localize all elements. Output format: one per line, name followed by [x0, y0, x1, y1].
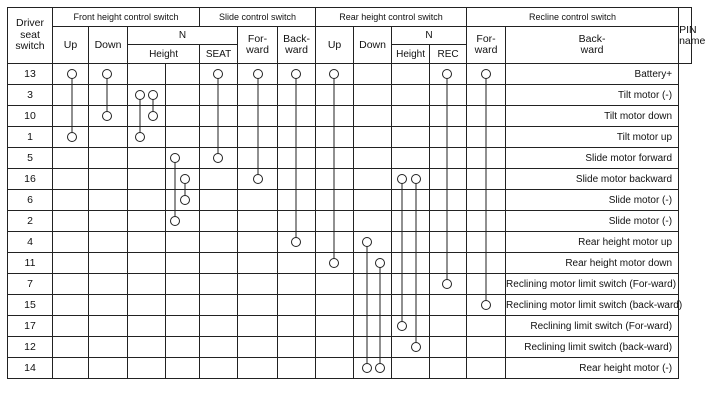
pin-number: 1 — [8, 127, 53, 148]
pin-number: 3 — [8, 85, 53, 106]
table-row — [8, 64, 692, 85]
switch-cell — [354, 295, 392, 316]
switch-cell — [238, 211, 278, 232]
switch-cell — [200, 64, 238, 85]
switch-cell — [467, 64, 506, 85]
table-row — [8, 232, 692, 253]
switch-cell — [128, 274, 166, 295]
switch-cell — [89, 127, 128, 148]
slide-forward-header: For- ward — [238, 27, 278, 64]
switch-cell — [354, 106, 392, 127]
switch-cell — [392, 211, 430, 232]
switch-cell — [200, 211, 238, 232]
switch-cell — [316, 337, 354, 358]
switch-cell — [53, 211, 89, 232]
switch-cell — [430, 190, 467, 211]
pin-name: Slide motor (-) — [506, 211, 679, 232]
switch-cell — [392, 295, 430, 316]
rear-n-header: N — [392, 27, 467, 45]
switch-cell — [53, 148, 89, 169]
switch-cell — [278, 169, 316, 190]
switch-cell — [278, 85, 316, 106]
switch-cell — [89, 106, 128, 127]
switch-cell — [53, 316, 89, 337]
switch-cell — [392, 316, 430, 337]
switch-cell — [278, 274, 316, 295]
switch-cell — [89, 148, 128, 169]
table-row — [8, 169, 692, 190]
pin-name: Battery+ — [506, 64, 679, 85]
switch-cell — [316, 106, 354, 127]
front-n-height-header: Height — [128, 45, 200, 64]
switch-cell — [430, 232, 467, 253]
switch-cell — [467, 295, 506, 316]
switch-cell — [200, 232, 238, 253]
switch-cell — [238, 85, 278, 106]
switch-cell — [392, 64, 430, 85]
pin-number: 11 — [8, 253, 53, 274]
switch-cell — [467, 169, 506, 190]
switch-cell — [430, 358, 467, 379]
switch-cell — [166, 211, 200, 232]
pin-table-body — [8, 64, 692, 379]
pin-name: Reclining motor limit switch (For-ward) — [506, 274, 679, 295]
switch-cell — [128, 337, 166, 358]
pin-number: 2 — [8, 211, 53, 232]
switch-cell — [166, 358, 200, 379]
switch-cell — [238, 64, 278, 85]
switch-cell — [166, 295, 200, 316]
switch-cell — [128, 253, 166, 274]
switch-cell — [128, 64, 166, 85]
switch-cell — [238, 232, 278, 253]
switch-cell — [89, 211, 128, 232]
pin-name: Slide motor backward — [506, 169, 679, 190]
pin-number: 5 — [8, 148, 53, 169]
front-up-header: Up — [53, 27, 89, 64]
pin-number: 15 — [8, 295, 53, 316]
pin-number: 4 — [8, 232, 53, 253]
switch-cell — [278, 316, 316, 337]
pin-number: 10 — [8, 106, 53, 127]
switch-cell — [200, 148, 238, 169]
switch-cell — [354, 169, 392, 190]
pin-name-header: PIN name — [679, 8, 692, 64]
front-down-header: Down — [89, 27, 128, 64]
switch-cell — [278, 127, 316, 148]
pin-name: Rear height motor (-) — [506, 358, 679, 379]
switch-cell — [278, 190, 316, 211]
table-row — [8, 106, 692, 127]
table-row — [8, 148, 692, 169]
pin-number: 13 — [8, 64, 53, 85]
recline-backward-header: Back- ward — [506, 27, 679, 64]
switch-cell — [354, 211, 392, 232]
switch-cell — [316, 253, 354, 274]
pin-number: 16 — [8, 169, 53, 190]
table-row — [8, 316, 692, 337]
switch-cell — [316, 316, 354, 337]
switch-cell — [238, 148, 278, 169]
switch-cell — [354, 253, 392, 274]
switch-pin-table — [7, 7, 705, 379]
switch-cell — [128, 232, 166, 253]
rear-height-group-header: Rear height control switch — [316, 8, 467, 27]
switch-cell — [467, 232, 506, 253]
table-row — [8, 211, 692, 232]
switch-cell — [430, 211, 467, 232]
switch-cell — [354, 358, 392, 379]
switch-cell — [467, 337, 506, 358]
switch-cell — [354, 316, 392, 337]
switch-cell — [238, 106, 278, 127]
switch-cell — [53, 232, 89, 253]
table-row — [8, 85, 692, 106]
switch-cell — [278, 232, 316, 253]
switch-cell — [430, 85, 467, 106]
switch-cell — [166, 190, 200, 211]
switch-cell — [200, 358, 238, 379]
switch-cell — [392, 148, 430, 169]
switch-cell — [166, 148, 200, 169]
switch-cell — [53, 295, 89, 316]
switch-cell — [128, 358, 166, 379]
pin-name: Reclining limit switch (For-ward) — [506, 316, 679, 337]
pin-number: 6 — [8, 190, 53, 211]
switch-cell — [200, 169, 238, 190]
switch-cell — [354, 190, 392, 211]
switch-cell — [53, 64, 89, 85]
switch-cell — [430, 106, 467, 127]
switch-cell — [316, 358, 354, 379]
switch-cell — [354, 64, 392, 85]
switch-cell — [166, 274, 200, 295]
switch-cell — [392, 358, 430, 379]
front-n-header: N — [128, 27, 238, 45]
switch-cell — [354, 148, 392, 169]
rear-n-height-header: Height — [392, 45, 430, 64]
switch-cell — [53, 106, 89, 127]
switch-cell — [166, 316, 200, 337]
switch-cell — [278, 148, 316, 169]
switch-cell — [316, 232, 354, 253]
switch-cell — [430, 253, 467, 274]
switch-cell — [467, 85, 506, 106]
switch-cell — [166, 232, 200, 253]
switch-cell — [166, 85, 200, 106]
switch-cell — [392, 232, 430, 253]
pin-number: 12 — [8, 337, 53, 358]
rear-n-rec-header: REC — [430, 45, 467, 64]
switch-cell — [200, 316, 238, 337]
driver-seat-switch-header: Driver seat switch — [8, 8, 53, 64]
switch-cell — [89, 274, 128, 295]
switch-cell — [53, 190, 89, 211]
switch-cell — [316, 85, 354, 106]
switch-cell — [467, 148, 506, 169]
switch-cell — [89, 169, 128, 190]
switch-cell — [467, 106, 506, 127]
switch-cell — [467, 253, 506, 274]
switch-cell — [200, 106, 238, 127]
switch-cell — [392, 337, 430, 358]
switch-cell — [89, 64, 128, 85]
switch-cell — [89, 232, 128, 253]
switch-cell — [278, 64, 316, 85]
switch-cell — [354, 232, 392, 253]
switch-cell — [278, 337, 316, 358]
switch-cell — [316, 169, 354, 190]
pin-name: Rear height motor down — [506, 253, 679, 274]
table-row — [8, 253, 692, 274]
pin-name: Slide motor forward — [506, 148, 679, 169]
switch-cell — [430, 337, 467, 358]
slide-backward-header: Back- ward — [278, 27, 316, 64]
switch-cell — [430, 64, 467, 85]
switch-cell — [238, 295, 278, 316]
pin-name: Tilt motor up — [506, 127, 679, 148]
switch-cell — [128, 316, 166, 337]
switch-cell — [430, 148, 467, 169]
switch-cell — [166, 64, 200, 85]
switch-cell — [278, 106, 316, 127]
pin-number: 7 — [8, 274, 53, 295]
switch-cell — [200, 337, 238, 358]
switch-cell — [128, 106, 166, 127]
switch-cell — [316, 274, 354, 295]
switch-cell — [89, 253, 128, 274]
pin-name: Rear height motor up — [506, 232, 679, 253]
switch-cell — [166, 169, 200, 190]
switch-cell — [128, 85, 166, 106]
switch-cell — [53, 358, 89, 379]
switch-cell — [53, 127, 89, 148]
switch-cell — [467, 190, 506, 211]
recline-forward-header: For- ward — [467, 27, 506, 64]
switch-cell — [392, 127, 430, 148]
switch-cell — [354, 127, 392, 148]
switch-cell — [278, 358, 316, 379]
switch-cell — [200, 127, 238, 148]
table-row — [8, 295, 692, 316]
switch-cell — [316, 295, 354, 316]
switch-cell — [128, 190, 166, 211]
pin-name: Reclining motor limit switch (back-ward) — [506, 295, 679, 316]
switch-cell — [89, 295, 128, 316]
switch-cell — [53, 253, 89, 274]
switch-cell — [200, 295, 238, 316]
pin-name: Slide motor (-) — [506, 190, 679, 211]
switch-cell — [128, 127, 166, 148]
switch-cell — [316, 211, 354, 232]
switch-cell — [238, 274, 278, 295]
switch-cell — [128, 211, 166, 232]
switch-cell — [53, 85, 89, 106]
switch-cell — [430, 295, 467, 316]
pin-number: 14 — [8, 358, 53, 379]
switch-cell — [128, 148, 166, 169]
switch-cell — [392, 106, 430, 127]
recline-group-header: Recline control switch — [467, 8, 679, 27]
switch-cell — [166, 106, 200, 127]
switch-cell — [238, 127, 278, 148]
table-row — [8, 190, 692, 211]
pin-name: Tilt motor down — [506, 106, 679, 127]
switch-cell — [392, 85, 430, 106]
front-n-seat-header: SEAT — [200, 45, 238, 64]
rear-down-header: Down — [354, 27, 392, 64]
switch-cell — [316, 127, 354, 148]
switch-cell — [354, 337, 392, 358]
switch-cell — [53, 274, 89, 295]
switch-cell — [200, 253, 238, 274]
switch-cell — [430, 316, 467, 337]
switch-cell — [467, 274, 506, 295]
switch-cell — [166, 337, 200, 358]
table-row — [8, 274, 692, 295]
switch-cell — [392, 253, 430, 274]
switch-cell — [278, 253, 316, 274]
switch-cell — [238, 358, 278, 379]
switch-cell — [53, 169, 89, 190]
switch-cell — [238, 253, 278, 274]
table-row — [8, 358, 692, 379]
switch-cell — [200, 274, 238, 295]
switch-cell — [354, 274, 392, 295]
switch-cell — [238, 337, 278, 358]
switch-cell — [316, 64, 354, 85]
switch-cell — [316, 190, 354, 211]
switch-cell — [89, 358, 128, 379]
front-height-group-header: Front height control switch — [53, 8, 200, 27]
slide-group-header: Slide control switch — [200, 8, 316, 27]
switch-cell — [89, 316, 128, 337]
switch-cell — [89, 190, 128, 211]
table-row — [8, 127, 692, 148]
switch-cell — [467, 358, 506, 379]
pin-number: 17 — [8, 316, 53, 337]
switch-cell — [200, 190, 238, 211]
switch-cell — [166, 253, 200, 274]
switch-cell — [467, 127, 506, 148]
switch-cell — [392, 190, 430, 211]
switch-cell — [316, 148, 354, 169]
switch-cell — [430, 127, 467, 148]
switch-cell — [238, 316, 278, 337]
switch-cell — [128, 295, 166, 316]
rear-up-header: Up — [316, 27, 354, 64]
switch-cell — [89, 85, 128, 106]
switch-cell — [238, 190, 278, 211]
switch-cell — [200, 85, 238, 106]
table-row — [8, 337, 692, 358]
switch-cell — [354, 85, 392, 106]
switch-cell — [238, 169, 278, 190]
switch-cell — [89, 337, 128, 358]
switch-cell — [53, 337, 89, 358]
switch-cell — [278, 211, 316, 232]
pin-name: Tilt motor (-) — [506, 85, 679, 106]
switch-cell — [430, 169, 467, 190]
switch-cell — [467, 316, 506, 337]
switch-cell — [166, 127, 200, 148]
switch-cell — [392, 274, 430, 295]
switch-cell — [430, 274, 467, 295]
switch-cell — [467, 211, 506, 232]
switch-cell — [128, 169, 166, 190]
pin-name: Reclining limit switch (back-ward) — [506, 337, 679, 358]
switch-cell — [392, 169, 430, 190]
switch-cell — [278, 295, 316, 316]
